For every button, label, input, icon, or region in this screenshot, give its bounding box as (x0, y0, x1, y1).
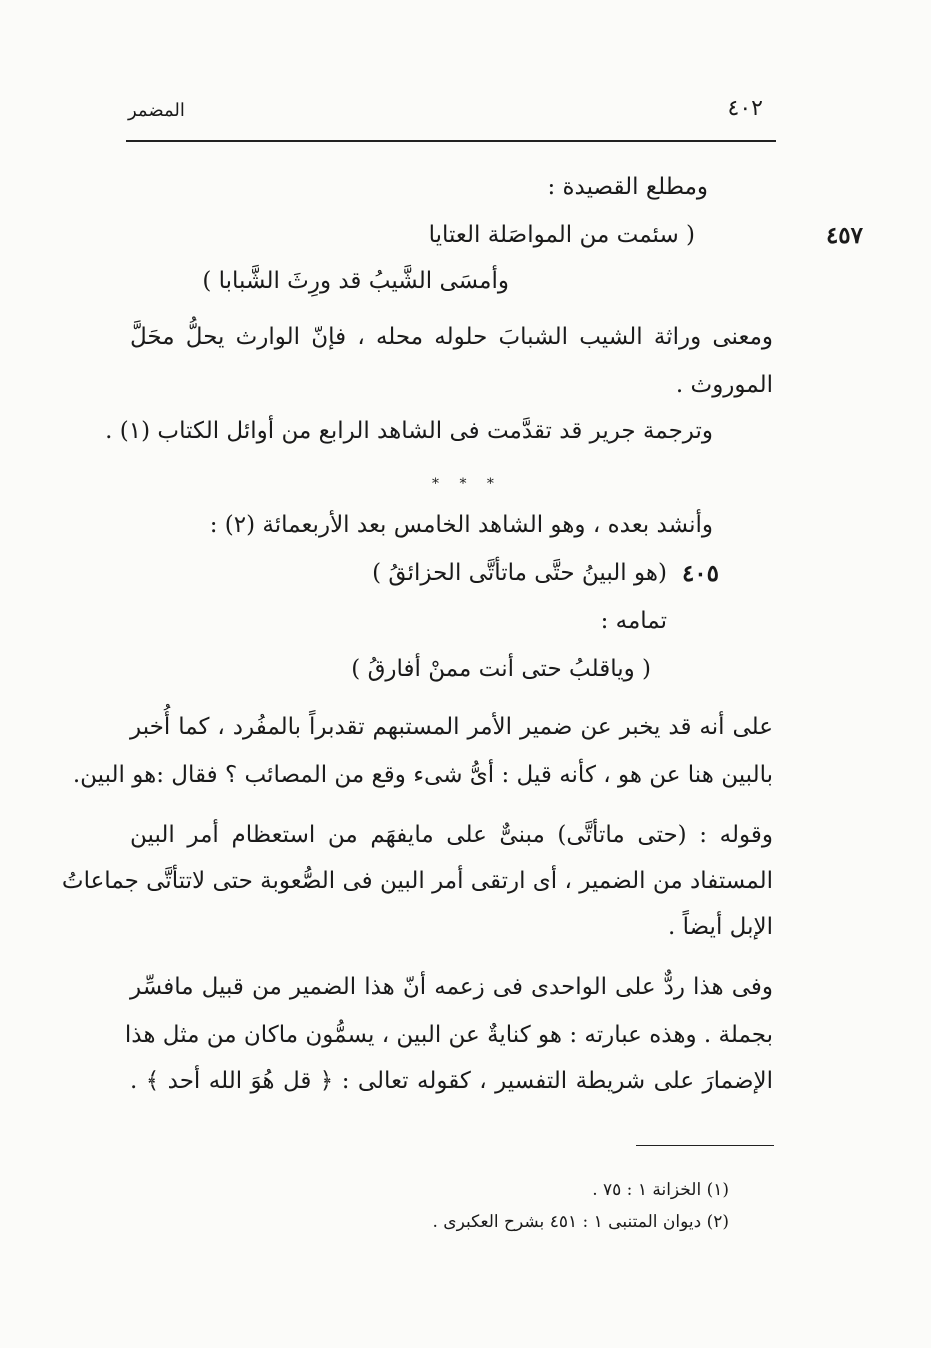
paragraph-line: تمامه : (600, 608, 667, 634)
paragraph-line: وقوله : (حتى ماتأتَّى) مبنىٌّ على مايفهَم من استعظام أمر البين (130, 822, 773, 848)
entry-number-457: ٤٥٧ (825, 222, 863, 249)
header-rule (126, 140, 776, 142)
paragraph-line: بالبين هنا عن هو ، كأنه قيل : أىُّ شىء وقع من المصائب ؟ فقال :هو البين. (72, 762, 773, 788)
paragraph-line: وفى هذا ردٌّ على الواحدى فى زعمه أنّ هذا الضمير من قبيل مافسِّر (130, 974, 773, 1000)
footnote-rule (636, 1145, 774, 1146)
intro-text: ومطلع القصيدة : (547, 174, 708, 200)
footnote: (١) الخزانة ١ : ٧٥ . (592, 1180, 729, 1200)
paragraph-line: الإضمارَ على شريطة التفسير ، كقوله تعالى : ﴿ قل هُوَ الله أحد ﴾ . (130, 1068, 773, 1094)
running-head-title: المضمر (128, 100, 185, 121)
verse-line: ( سئمت من المواصَلة العتايا (428, 222, 695, 248)
paragraph-line: الموروث . (675, 372, 773, 398)
verse-line: ( وياقلبُ حتى أنت ممنْ أفارقُ ) (351, 656, 651, 682)
paragraph-line: على أنه قد يخبر عن ضمير الأمر المستبهم تقدبراً بالمفُرد ، كما أُخبر (130, 714, 773, 740)
entry-number-405: ٤٠٥ (681, 560, 719, 587)
paragraph-line: وترجمة جرير قد تقدَّمت فى الشاهد الرابع من أوائل الكتاب (١) . (105, 418, 713, 444)
paragraph-line: بجملة . وهذه عبارته : هو كنايةٌ عن البين ، يسمُّون ماكان من مثل هذا (124, 1022, 773, 1048)
verse-line: وأمسَى الشَّيبُ قد ورِثَ الشَّبابا ) (202, 268, 509, 294)
section-separator: * * * (432, 476, 502, 492)
intro-text: وأنشد بعده ، وهو الشاهد الخامس بعد الأربعمائة (٢) : (209, 512, 713, 538)
paragraph-line: ومعنى وراثة الشيب الشبابَ حلوله محله ، فإنّ الوارث يحلُّ محَلَّ (130, 324, 773, 350)
verse-line: (هو البينُ حتَّى ماتأتَّى الحزائقُ ) (372, 560, 667, 586)
page-number: ٤٠٢ (727, 96, 763, 121)
paragraph-line: الإبل أيضاً . (667, 914, 773, 940)
paragraph-line: المستفاد من الضمير ، أى ارتقى أمر البين فى الصُّعوبة حتى لاتتأتَّى جماعاتُ (61, 868, 773, 894)
footnote: (٢) ديوان المتنبى ١ : ٤٥١ بشرح العكبرى . (432, 1212, 729, 1232)
